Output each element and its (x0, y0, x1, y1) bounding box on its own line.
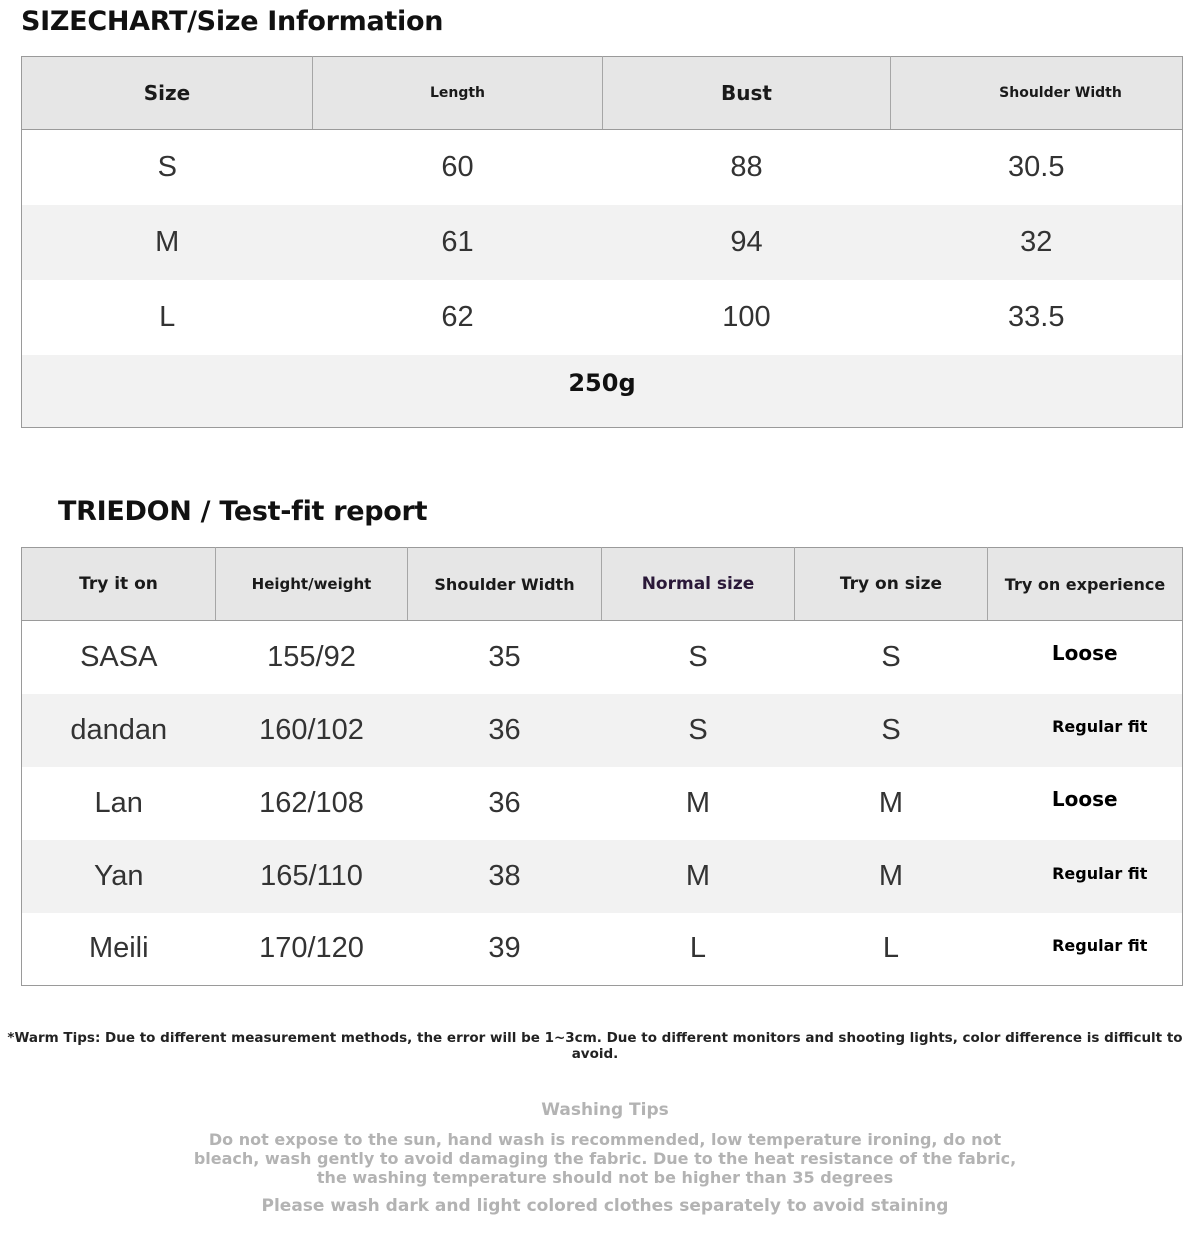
cell-experience: Regular fit (1052, 935, 1148, 955)
cell-height-weight: 155/92 (267, 640, 356, 673)
cell-shoulder: 39 (488, 932, 521, 965)
cell-size: M (22, 205, 313, 280)
cell-shoulder: 36 (408, 694, 602, 767)
warm-tips: *Warm Tips: Due to different measurement methods, the error will be 1~3cm. Due to different monitors and shooting lights, color difference is difficult to avoid. (7, 1030, 1183, 1062)
cell-experience: Regular fit (988, 840, 1183, 913)
size-chart-table (21, 56, 1183, 428)
washing-tips-line: the washing temperature should not be higher than 35 degrees (316, 1168, 894, 1187)
header-try-on-experience: Try on experience (988, 548, 1183, 621)
washing-tips-body (0, 1130, 1200, 1187)
cell-height-weight: 165/110 (216, 840, 408, 913)
cell-name: Yan (22, 840, 216, 913)
cell-experience: Regular fit (988, 694, 1183, 767)
cell-try-on-size: M (795, 840, 988, 913)
washing-tips-title: Washing Tips (541, 1100, 669, 1120)
fit-report-header-row (22, 548, 1183, 621)
cell-try-on-size: M (878, 786, 904, 819)
table-row (22, 621, 1183, 694)
cell-shoulder: 36 (488, 786, 521, 819)
cell-normal-size: L (689, 932, 707, 965)
cell-length: 61 (313, 205, 603, 280)
cell-experience: Loose (1051, 786, 1118, 811)
header-shoulder-width: Shoulder Width (891, 57, 1183, 130)
table-row (22, 280, 1183, 355)
cell-size: L (159, 300, 176, 333)
cell-try-on-size: S (795, 694, 988, 767)
table-row (22, 767, 1183, 840)
cell-shoulder: 38 (408, 840, 602, 913)
cell-normal-size: M (602, 840, 795, 913)
header-bust: Bust (603, 57, 891, 130)
cell-height-weight: 160/102 (216, 694, 408, 767)
weight-row (22, 355, 1183, 428)
table-row (22, 840, 1183, 913)
cell-name: Lan (94, 786, 143, 819)
cell-shoulder: 30.5 (1008, 150, 1065, 183)
washing-separate-note: Please wash dark and light colored clothes separately to avoid staining (261, 1196, 949, 1216)
size-chart-title: SIZECHART/Size Information (21, 6, 444, 37)
table-row (22, 130, 1183, 205)
header-normal-size: Normal size (602, 548, 795, 621)
cell-shoulder: 35 (488, 640, 521, 673)
header-try-on-size: Try on size (795, 548, 988, 621)
header-size: Size (22, 57, 313, 130)
cell-size: S (157, 150, 177, 183)
table-row (22, 913, 1183, 986)
cell-normal-size: S (688, 640, 708, 673)
cell-experience: Loose (1051, 641, 1118, 665)
cell-name: Meili (88, 932, 149, 965)
cell-shoulder: 32 (891, 205, 1183, 280)
table-row (22, 694, 1183, 767)
header-try-it-on: Try it on (22, 548, 216, 621)
cell-bust: 94 (603, 205, 891, 280)
cell-try-on-size: L (882, 932, 900, 965)
fit-report-title: TRIEDON / Test-fit report (58, 496, 428, 527)
cell-length: 62 (441, 300, 474, 333)
cell-length: 60 (441, 150, 474, 183)
cell-normal-size: M (685, 786, 711, 819)
header-height-weight: Height/weight (216, 548, 408, 621)
header-length: Length (313, 57, 603, 130)
header-shoulder-width: Shoulder Width (408, 548, 602, 621)
cell-bust: 88 (730, 150, 763, 183)
cell-name: SASA (80, 640, 158, 673)
cell-name: dandan (22, 694, 216, 767)
cell-height-weight: 162/108 (259, 786, 364, 819)
washing-tips-line: Do not expose to the sun, hand wash is recommended, low temperature ironing, do not (208, 1130, 1002, 1149)
size-chart-header-row (22, 57, 1183, 130)
cell-height-weight: 170/120 (259, 932, 364, 965)
washing-tips-line: bleach, wash gently to avoid damaging the fabric. Due to the heat resistance of the fabric, (193, 1149, 1017, 1168)
cell-normal-size: S (602, 694, 795, 767)
fabric-weight: 250g (22, 355, 1183, 428)
cell-shoulder: 33.5 (1008, 300, 1065, 333)
table-row (22, 205, 1183, 280)
cell-try-on-size: S (881, 640, 901, 673)
cell-bust: 100 (722, 300, 771, 333)
fit-report-table (21, 547, 1183, 986)
